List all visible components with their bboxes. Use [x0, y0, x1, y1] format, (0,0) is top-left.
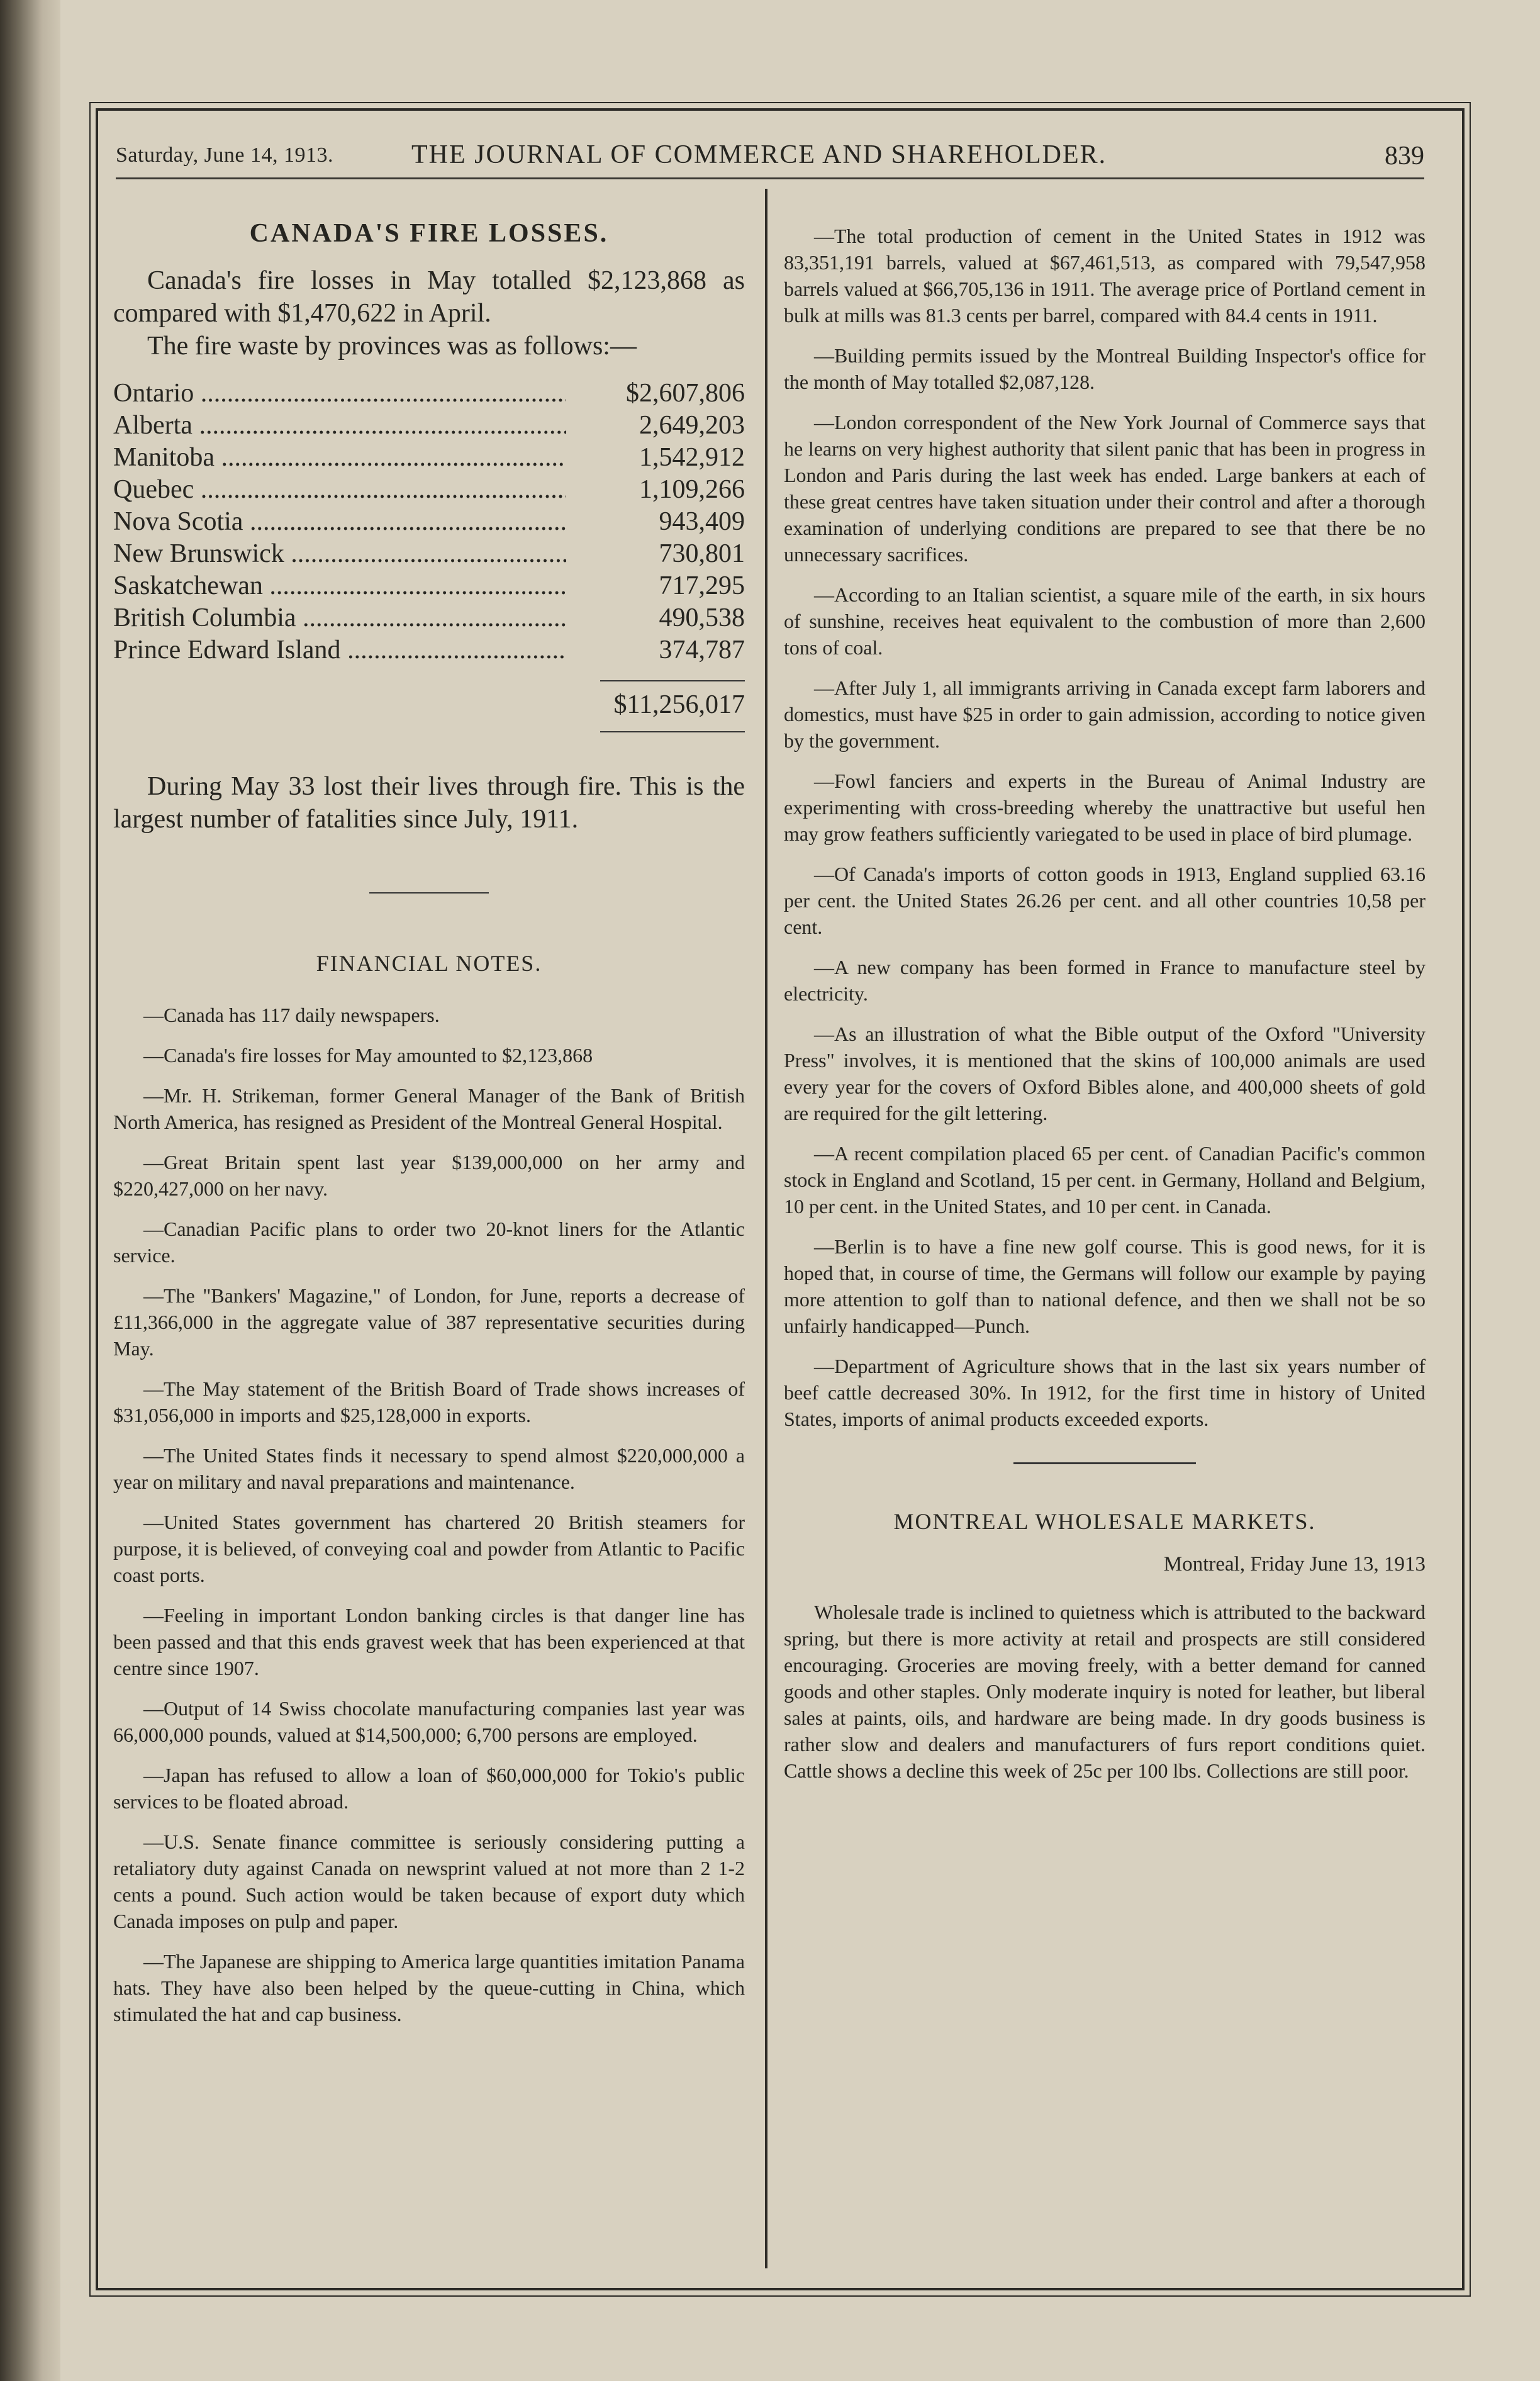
page-number: 839: [1385, 142, 1424, 171]
table-row: [113, 602, 745, 634]
province-value: 2,649,203: [639, 411, 745, 440]
news-note: —Canada's fire losses for May amounted to $2,123,868: [143, 1044, 593, 1067]
table-row: [113, 474, 745, 506]
news-note: —Berlin is to have a fine new golf course. This is good news, for it is hoped that, in course of time, the Germans will follow our example by paying more attention to golf than to national defence, and then we shall not be so unfairly handicapped—Punch.: [784, 1235, 1426, 1337]
section-separator: [369, 892, 489, 894]
news-note: —A new company has been formed in France to manufacture steel by electricity.: [784, 956, 1426, 1005]
news-note: —The Japanese are shipping to America large quantities imitation Panama hats. They have also been helped by the queue-cutting in China, which stimulated the hat and cap business.: [113, 1950, 745, 2025]
news-note: —Great Britain spent last year $139,000,000 on her army and $220,427,000 on her navy.: [113, 1151, 745, 1200]
news-note: —The May statement of the British Board of Trade shows increases of $31,056,000 in imports and $25,128,000 in exports.: [113, 1377, 745, 1426]
news-note: —Mr. H. Strikeman, former General Manager of the Bank of British North America, has resigned as President of the Montreal General Hospital.: [113, 1084, 745, 1133]
province-value: 717,295: [659, 571, 745, 600]
news-note: —Feeling in important London banking circles is that danger line has been passed and that this ends gravest week that has been experienced at that centre since 1907.: [113, 1604, 745, 1679]
news-note: —The total production of cement in the United States in 1912 was 83,351,191 barrels, valued at $67,461,513, as compared with 79,547,958 barrels valued at $66,705,136 in 1911. The average price of Portland cement in bulk at mills was 81.3 cents per barrel, compared with 84.4 cents in 1911.: [784, 225, 1426, 327]
fire-losses-total: $11,256,017: [613, 690, 745, 719]
table-row: [113, 442, 745, 474]
province-value: 730,801: [659, 539, 745, 568]
news-note: —U.S. Senate finance committee is seriously considering putting a retaliatory duty against Canada on newsprint valued at not more than 2 1-2 cents a pound. Such action would be taken because of export duty which Canada imposes on pulp and paper.: [113, 1830, 745, 1932]
table-row: [113, 506, 745, 538]
province-name: Quebec .....: [113, 474, 566, 506]
province-value: 490,538: [659, 603, 745, 632]
news-note: —Of Canada's imports of cotton goods in 1913, England supplied 63.16 per cent. the United States 26.26 per cent. and all other countries 10,58 per cent.: [784, 863, 1426, 938]
right-column: [784, 223, 1426, 1798]
fire-fatalities-paragraph: During May 33 lost their lives through fire. This is the largest number of fatalities since July, 1911.: [113, 772, 745, 834]
province-value: 1,109,266: [639, 475, 745, 504]
table-row: [113, 378, 745, 410]
province-value: 1,542,912: [639, 443, 745, 472]
news-note: —Building permits issued by the Montreal Building Inspector's office for the month of May totalled $2,087,128.: [784, 344, 1426, 393]
table-row: [113, 538, 745, 570]
fire-losses-table: [113, 378, 745, 732]
province-name: Alberta .....: [113, 410, 566, 442]
fire-losses-intro-2: The fire waste by provinces was as follows:—: [147, 332, 637, 361]
news-note: —The United States finds it necessary to spend almost $220,000,000 a year on military and naval preparations and maintenance.: [113, 1444, 745, 1493]
province-name: New Brunswick .....: [113, 538, 566, 570]
financial-notes-heading: FINANCIAL NOTES.: [316, 951, 542, 976]
news-note: —United States government has chartered 20 British steamers for purpose, it is believed, of conveying coal and powder from Atlantic to Pacific coast ports.: [113, 1511, 745, 1586]
news-note: —As an illustration of what the Bible output of the Oxford "University Press" involves, it is mentioned that the skins of 100,000 animals are used every year for the covers of Oxford Bibles alone, and 400,000 sheets of gold are required for the gilt lettering.: [784, 1022, 1426, 1124]
news-note: —According to an Italian scientist, a square mile of the earth, in six hours of sunshine, receives heat equivalent to the combustion of more than 2,600 tons of coal.: [784, 583, 1426, 659]
column-divider: [765, 189, 767, 2268]
news-note: —Fowl fanciers and experts in the Bureau of Animal Industry are experimenting with cross-breeding whereby the unattractive but useful hen may grow feathers sufficiently variegated to be used in place of bird plumage.: [784, 770, 1426, 845]
table-row: [113, 634, 745, 666]
markets-heading: MONTREAL WHOLESALE MARKETS.: [893, 1509, 1316, 1534]
table-row: [113, 570, 745, 602]
news-note: —London correspondent of the New York Journal of Commerce says that he learns on very highest authority that silent panic that has been in progress in London and Paris during the last week has ended. Large bankers at each of these great centres have taken situation under their control and after a thorough examination of underlying conditions are prepared to see that there be no unnecessary sacrifices.: [784, 411, 1426, 566]
fire-losses-intro: Canada's fire losses in May totalled $2,123,868 as compared with $1,470,622 in April.: [113, 266, 745, 328]
header-date: Saturday, June 14, 1913.: [116, 143, 333, 167]
province-name: Manitoba .....: [113, 442, 566, 474]
province-name: Prince Edward Island .....: [113, 634, 566, 666]
table-row: [113, 410, 745, 442]
news-note: —Canada has 117 daily newspapers.: [143, 1004, 440, 1026]
province-name: Saskatchewan .....: [113, 570, 566, 602]
markets-dateline: Montreal, Friday June 13, 1913: [1163, 1553, 1426, 1576]
book-spine: [0, 0, 60, 2381]
news-note: —After July 1, all immigrants arriving in Canada except farm laborers and domestics, must have $25 in order to gain admission, according to notice given by the government.: [784, 676, 1426, 752]
news-note: —A recent compilation placed 65 per cent. of Canadian Pacific's common stock in England and Scotland, 15 per cent. in Germany, Holland and Belgium, 10 per cent. in the United States, and 10 per cent. in Canada.: [784, 1142, 1426, 1218]
province-value: 374,787: [659, 636, 745, 664]
journal-title: THE JOURNAL OF COMMERCE AND SHAREHOLDER.: [411, 140, 1107, 169]
news-note: —Output of 14 Swiss chocolate manufacturing companies last year was 66,000,000 pounds, valued at $14,500,000; 6,700 persons are employed.: [113, 1697, 745, 1746]
news-note: —The "Bankers' Magazine," of London, for June, reports a decrease of £11,366,000 in the aggregate value of 387 representative securities during May.: [113, 1284, 745, 1360]
province-name: Nova Scotia .....: [113, 506, 566, 538]
province-name: Ontario .....: [113, 378, 566, 410]
province-value: 943,409: [659, 507, 745, 536]
province-name: British Columbia .....: [113, 602, 566, 634]
total-rule-bottom: [600, 731, 745, 732]
left-column: [113, 220, 745, 2041]
news-note: —Japan has refused to allow a loan of $60,000,000 for Tokio's public services to be floated abroad.: [113, 1764, 745, 1813]
section-separator: [1013, 1462, 1196, 1464]
news-note: —Department of Agriculture shows that in the last six years number of beef cattle decreased 30%. In 1912, for the first time in history of United States, imports of animal products exceeded exports.: [784, 1355, 1426, 1430]
total-rule: [600, 680, 745, 681]
markets-report: Wholesale trade is inclined to quietness which is attributed to the backward spring, but there is more activity at retail and prospects are still considered encouraging. Groceries are moving freely, with a better demand for canned goods and other staples. Only moderate inquiry is noted for leather, but liberal sales at paints, oils, and hardware are being made. In dry goods business is rather slow and dealers and manufacturers of furs report conditions quiet. Cattle shows a decline this week of 25c per 100 lbs. Collections are still poor.: [784, 1601, 1426, 1782]
running-header: [116, 137, 1424, 179]
fire-losses-heading: CANADA'S FIRE LOSSES.: [249, 219, 609, 248]
province-value: $2,607,806: [626, 379, 745, 408]
news-note: —Canadian Pacific plans to order two 20-knot liners for the Atlantic service.: [113, 1218, 745, 1267]
